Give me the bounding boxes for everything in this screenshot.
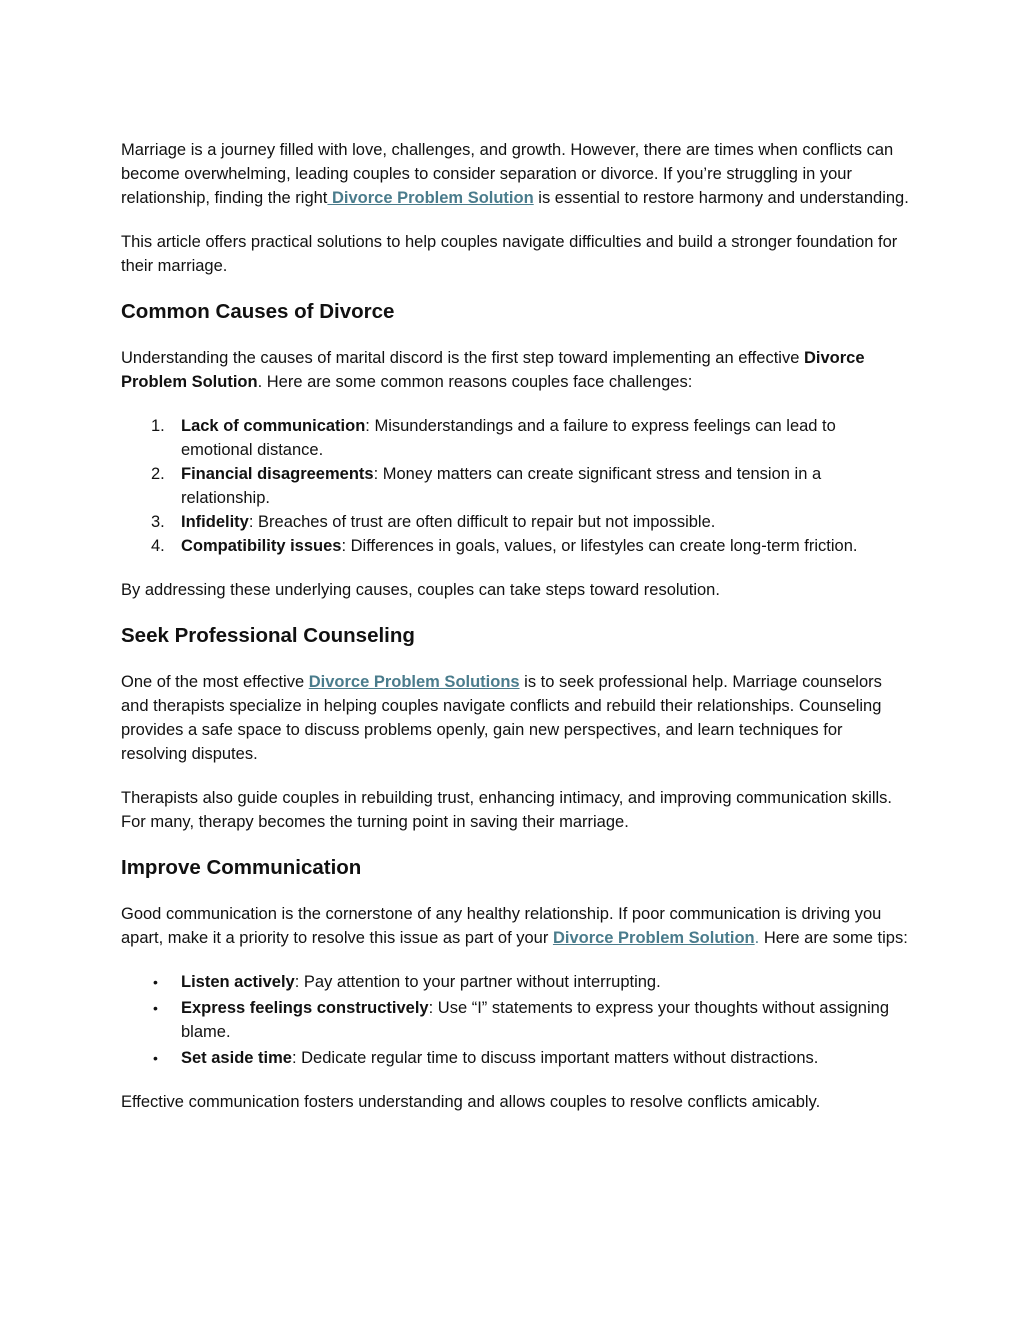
bullet-icon: • [153, 1050, 158, 1066]
intro-text-end: is essential to restore harmony and understanding. [533, 189, 909, 207]
counseling-paragraph-1 [121, 670, 911, 766]
intro-text-start: Marriage is a journey filled with love, challenges, and growth. However, there are times when conflicts can become overwhelming, leading couples to consider separation or divorce. If you’re struggling in your relationship, finding the right [121, 141, 894, 207]
list-item-title: Express feelings constructively [181, 999, 429, 1017]
list-item-title: Infidelity [181, 513, 249, 531]
tips-list [121, 970, 911, 1070]
communication-link-period: . [754, 929, 760, 947]
causes-intro-text-end: . Here are some common reasons couples face challenges: [257, 373, 693, 391]
causes-intro-text: Understanding the causes of marital discord is the first step toward implementing an effective [121, 349, 804, 367]
list-item-title: Lack of communication [181, 417, 366, 435]
divorce-problem-solutions-link[interactable]: Divorce Problem Solutions [308, 673, 520, 691]
list-number: 3. [151, 513, 165, 531]
communication-closing-paragraph: Effective communication fosters understanding and allows couples to resolve conflicts amicably. [121, 1093, 821, 1111]
counseling-paragraph-2: Therapists also guide couples in rebuilding trust, enhancing intimacy, and improving communication skills. For many, therapy becomes the turning point in saving their marriage. [121, 789, 892, 831]
list-item [121, 1046, 911, 1070]
list-item-text: : Differences in goals, values, or lifestyles can create long-term friction. [341, 537, 858, 555]
intro-paragraph-1 [121, 138, 911, 210]
list-item-title: Financial disagreements [181, 465, 374, 483]
counseling-text-start: One of the most effective [121, 673, 309, 691]
list-item-text: : Pay attention to your partner without interrupting. [294, 973, 661, 991]
divorce-problem-solution-link-2[interactable]: Divorce Problem Solution [552, 929, 755, 947]
bullet-icon: • [153, 974, 158, 990]
list-item-title: Set aside time [181, 1049, 292, 1067]
article-body [121, 138, 911, 1134]
bullet-icon: • [153, 1000, 158, 1016]
list-number: 4. [151, 537, 165, 555]
list-item [121, 510, 911, 534]
list-item [121, 414, 911, 462]
list-item-title: Listen actively [181, 973, 295, 991]
list-item-text: : Money matters can create significant stress and tension in a relationship. [181, 465, 822, 507]
list-number: 2. [151, 465, 165, 483]
communication-text-start: Good communication is the cornerstone of any healthy relationship. If poor communication is driving you apart, make it a priority to resolve this issue as part of your [121, 905, 882, 947]
divorce-problem-solution-link-1[interactable]: Divorce Problem Solution [327, 189, 534, 207]
causes-intro-bold: Divorce Problem Solution [121, 349, 865, 391]
list-item [121, 462, 911, 510]
heading-improve-communication: Improve Communication [121, 856, 362, 879]
list-item [121, 534, 911, 558]
intro-paragraph-2: This article offers practical solutions to help couples navigate difficulties and build a stronger foundation for their marriage. [121, 233, 898, 275]
communication-paragraph-1 [121, 902, 911, 950]
heading-common-causes: Common Causes of Divorce [121, 300, 395, 323]
list-item [121, 996, 911, 1044]
list-item-text: : Misunderstandings and a failure to express feelings can lead to emotional distance. [181, 417, 836, 459]
communication-text-end: Here are some tips: [759, 929, 908, 947]
causes-intro-paragraph [121, 346, 911, 394]
list-item [121, 970, 911, 994]
list-number: 1. [151, 417, 165, 435]
causes-closing-paragraph: By addressing these underlying causes, couples can take steps toward resolution. [121, 581, 720, 599]
list-item-text: : Use “I” statements to express your thoughts without assigning blame. [181, 999, 889, 1041]
heading-professional-counseling: Seek Professional Counseling [121, 624, 415, 647]
list-item-title: Compatibility issues [181, 537, 342, 555]
causes-list [121, 414, 911, 558]
list-item-text: : Breaches of trust are often difficult to repair but not impossible. [248, 513, 716, 531]
list-item-text: : Dedicate regular time to discuss important matters without distractions. [291, 1049, 819, 1067]
counseling-text-end: is to seek professional help. Marriage counselors and therapists specialize in helping couples navigate conflicts and rebuild their relationships. Counseling provides a safe space to discuss problems openly, gain new perspectives, and learn techniques for resolving disputes. [121, 673, 882, 763]
